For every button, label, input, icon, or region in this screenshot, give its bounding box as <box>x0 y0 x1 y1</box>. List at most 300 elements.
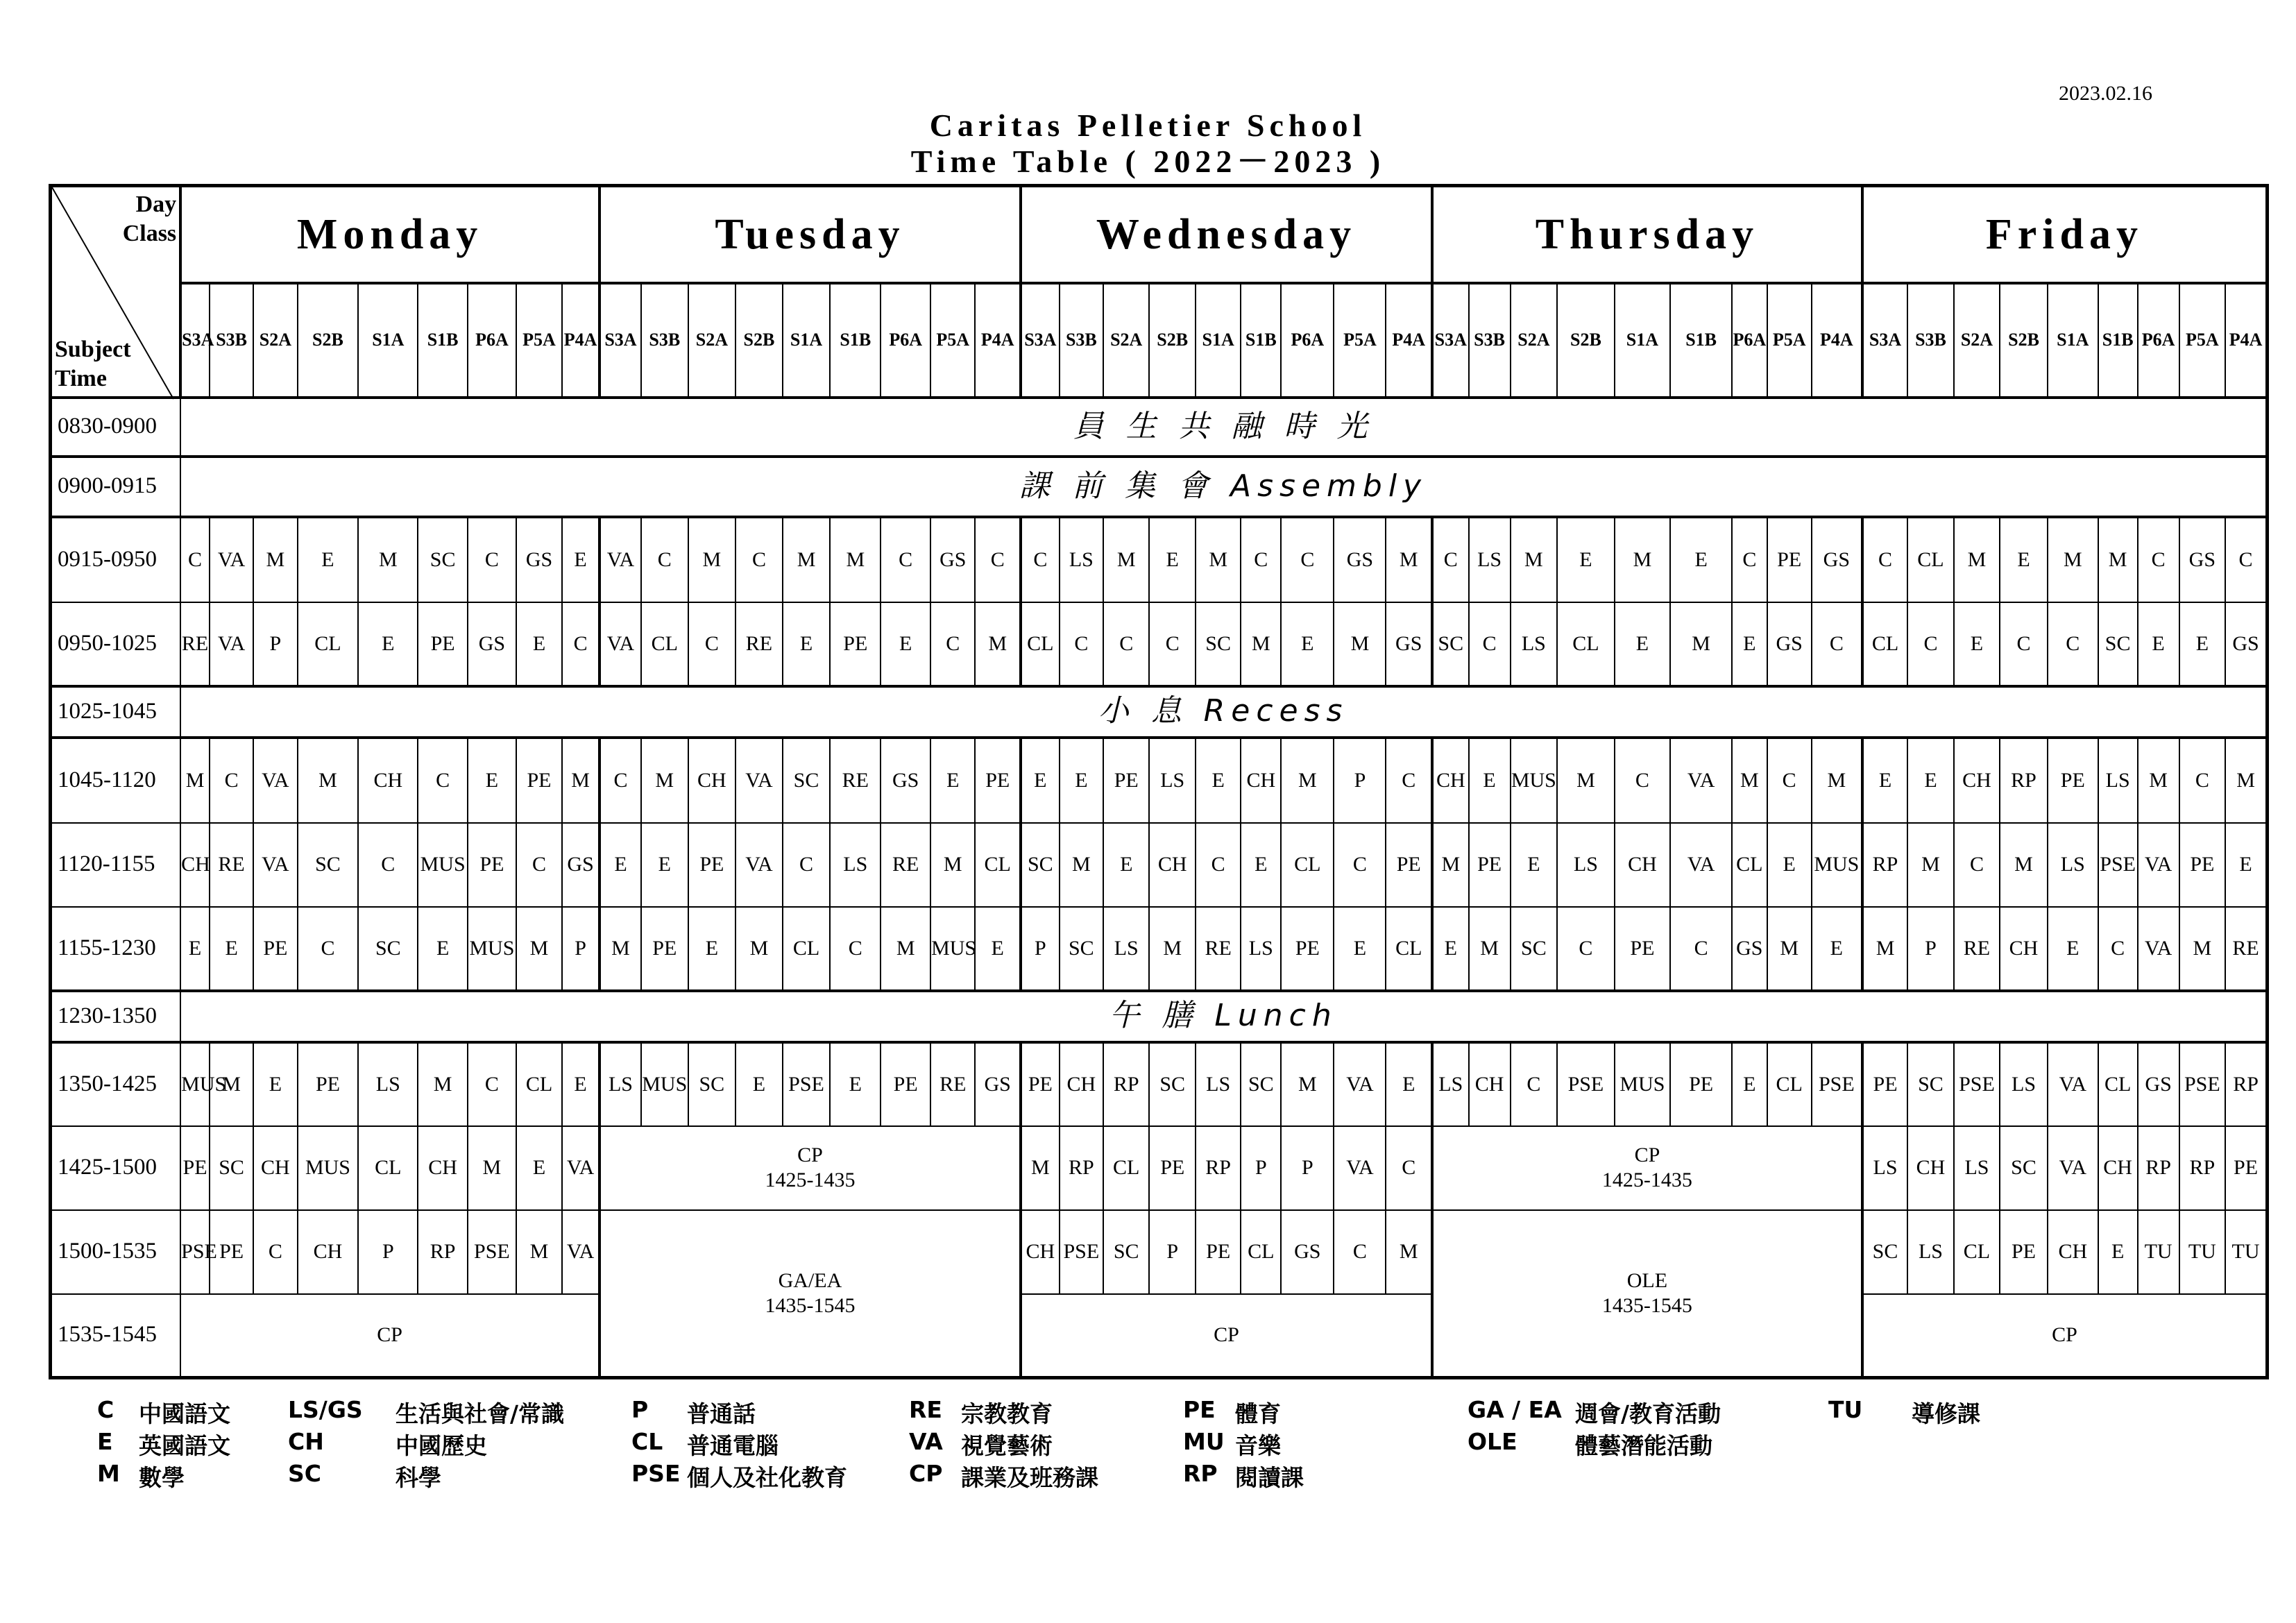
lesson-cell: PE <box>881 1042 930 1126</box>
lesson-cell: P <box>1334 738 1386 823</box>
corner-day-label: Day <box>135 192 177 217</box>
banner-cell: 小 息 Recess <box>180 686 2267 738</box>
lesson-cell: C <box>210 738 253 823</box>
class-header: S3A <box>180 283 210 398</box>
lesson-cell: PE <box>1670 1042 1732 1126</box>
lesson-cell: PE <box>1196 1210 1241 1294</box>
legend-name: 普通電腦 <box>687 1432 779 1459</box>
period-time: 1045-1120 <box>51 738 181 823</box>
class-header: P5A <box>1334 283 1386 398</box>
lesson-cell: LS <box>1060 517 1103 602</box>
lesson-cell: LS <box>358 1042 418 1126</box>
lesson-cell: E <box>468 738 516 823</box>
tuesday-cp-block <box>599 1126 1021 1210</box>
lesson-cell: C <box>881 517 930 602</box>
period-time: 1500-1535 <box>51 1210 181 1294</box>
lesson-cell: P <box>1907 907 1953 991</box>
class-header: P4A <box>2225 283 2267 398</box>
lesson-cell: C <box>975 517 1021 602</box>
class-header: S3A <box>1432 283 1469 398</box>
lesson-cell: C <box>1862 517 1907 602</box>
lesson-cell: M <box>1670 602 1732 686</box>
lesson-cell: C <box>688 602 736 686</box>
thursday-cp-block <box>1432 1126 1862 1210</box>
lesson-cell: C <box>516 823 562 907</box>
lesson-cell: CH <box>1149 823 1195 907</box>
legend-name: 個人及社化教育 <box>687 1464 847 1491</box>
lesson-cell: M <box>1196 517 1241 602</box>
legend-name: 體藝潛能活動 <box>1575 1432 1712 1459</box>
thursday-cp-time: 1425-1435 <box>1601 1169 1692 1191</box>
lesson-cell: VA <box>735 823 783 907</box>
lesson-cell: E <box>1469 738 1511 823</box>
lesson-cell: GS <box>516 517 562 602</box>
lesson-cell: GS <box>881 738 930 823</box>
lesson-cell: E <box>210 907 253 991</box>
class-header: S3A <box>1021 283 1060 398</box>
legend-name: 生活與社會/常識 <box>396 1400 565 1427</box>
class-header: S2A <box>1103 283 1149 398</box>
lesson-cell: M <box>881 907 930 991</box>
lesson-cell: CL <box>1557 602 1615 686</box>
class-header: P6A <box>468 283 516 398</box>
period-time: 1350-1425 <box>51 1042 181 1126</box>
lesson-cell: RP <box>2225 1042 2267 1126</box>
corner-day-class <box>123 190 176 248</box>
lesson-cell: LS <box>2000 1042 2048 1126</box>
lesson-cell: CH <box>688 738 736 823</box>
lesson-cell: M <box>468 1126 516 1210</box>
lesson-cell: M <box>1281 1042 1334 1126</box>
tuesday-cp-time: 1425-1435 <box>765 1169 856 1191</box>
lesson-cell: CL <box>1907 517 1953 602</box>
lesson-cell: CL <box>358 1126 418 1210</box>
lesson-cell: E <box>930 738 975 823</box>
lesson-cell: PE <box>1862 1042 1907 1126</box>
lesson-cell: MUS <box>468 907 516 991</box>
lesson-cell: E <box>253 1042 297 1126</box>
lesson-cell: E <box>418 907 468 991</box>
class-header: S3A <box>599 283 641 398</box>
monday-cp-block: CP <box>180 1294 599 1378</box>
lesson-cell: PSE <box>468 1210 516 1294</box>
lesson-cell: C <box>599 738 641 823</box>
lesson-cell: E <box>1732 602 1767 686</box>
lesson-cell: M <box>783 517 831 602</box>
lesson-cell: RP <box>1060 1126 1103 1210</box>
lesson-cell: M <box>1386 517 1432 602</box>
lesson-cell: TU <box>2179 1210 2225 1294</box>
lesson-cell: C <box>783 823 831 907</box>
lesson-cell: RE <box>735 602 783 686</box>
lesson-cell: M <box>641 738 688 823</box>
lesson-cell: M <box>1149 907 1195 991</box>
lesson-cell: E <box>2138 602 2179 686</box>
lesson-cell: C <box>2225 517 2267 602</box>
lesson-cell: M <box>1615 517 1670 602</box>
lesson-cell: PSE <box>783 1042 831 1126</box>
legend-code: PSE <box>631 1460 681 1487</box>
lesson-cell: GS <box>2225 602 2267 686</box>
corner-class-label: Class <box>122 221 177 246</box>
lesson-cell: E <box>783 602 831 686</box>
lesson-cell: C <box>735 517 783 602</box>
class-header: P5A <box>516 283 562 398</box>
legend-code: PE <box>1183 1396 1216 1423</box>
lesson-cell: CL <box>1954 1210 2000 1294</box>
class-header: P5A <box>930 283 975 398</box>
lesson-cell: VA <box>1670 823 1732 907</box>
legend-code: CL <box>631 1428 663 1455</box>
lesson-cell: C <box>298 907 359 991</box>
lesson-cell: E <box>1862 738 1907 823</box>
lesson-cell: CL <box>1767 1042 1812 1126</box>
lesson-cell: CL <box>1862 602 1907 686</box>
lesson-cell: CH <box>1060 1042 1103 1126</box>
lesson-cell: LS <box>1432 1042 1469 1126</box>
lesson-cell: M <box>180 738 210 823</box>
lesson-cell: GS <box>2138 1042 2179 1126</box>
thursday-ole-label: OLE <box>1626 1268 1668 1292</box>
lesson-cell: C <box>1386 738 1432 823</box>
period-time: 0900-0915 <box>51 457 181 517</box>
class-header: S1A <box>1196 283 1241 398</box>
corner-subject-label: Subject <box>55 336 131 362</box>
lesson-cell: PE <box>1767 517 1812 602</box>
period-time: 0915-0950 <box>51 517 181 602</box>
lesson-cell: GS <box>2179 517 2225 602</box>
legend-code: LS/GS <box>288 1396 363 1423</box>
lesson-cell: MUS <box>1511 738 1558 823</box>
lesson-cell: CH <box>1615 823 1670 907</box>
class-header: S2A <box>1954 283 2000 398</box>
lesson-cell: E <box>688 907 736 991</box>
lesson-cell: MUS <box>1812 823 1862 907</box>
lesson-cell: SC <box>298 823 359 907</box>
legend-name: 音樂 <box>1235 1432 1281 1459</box>
class-header: S2B <box>735 283 783 398</box>
lesson-cell: TU <box>2138 1210 2179 1294</box>
class-header: S1A <box>2048 283 2098 398</box>
lesson-cell: PE <box>1149 1126 1195 1210</box>
lesson-cell: PE <box>298 1042 359 1126</box>
lesson-cell: C <box>1334 823 1386 907</box>
lesson-cell: PE <box>1281 907 1334 991</box>
lesson-cell: LS <box>1954 1126 2000 1210</box>
lesson-cell: RE <box>1954 907 2000 991</box>
lesson-cell: C <box>562 602 599 686</box>
lesson-cell: M <box>1812 738 1862 823</box>
period-row <box>51 602 2268 686</box>
class-header: S1A <box>1615 283 1670 398</box>
period-time: 1425-1500 <box>51 1126 181 1210</box>
lesson-cell: E <box>641 823 688 907</box>
lesson-cell: MUS <box>641 1042 688 1126</box>
lesson-cell: C <box>253 1210 297 1294</box>
lesson-cell: E <box>358 602 418 686</box>
thursday-cp-label: CP <box>1634 1144 1660 1166</box>
lesson-cell: C <box>1767 738 1812 823</box>
lesson-cell: C <box>930 602 975 686</box>
lesson-cell: CH <box>1954 738 2000 823</box>
lesson-cell: M <box>1767 907 1812 991</box>
class-header: P6A <box>1281 283 1334 398</box>
corner-time-label: Time <box>55 365 107 391</box>
lesson-cell: M <box>358 517 418 602</box>
lesson-cell: C <box>641 517 688 602</box>
legend-code: CP <box>909 1460 943 1487</box>
lesson-cell: M <box>1432 823 1469 907</box>
lesson-cell: CL <box>1732 823 1767 907</box>
lesson-cell: C <box>1021 517 1060 602</box>
lesson-cell: M <box>1469 907 1511 991</box>
lesson-cell: LS <box>1511 602 1558 686</box>
lesson-cell: PSE <box>1812 1042 1862 1126</box>
lesson-cell: M <box>2179 907 2225 991</box>
page-title <box>0 108 2296 180</box>
lesson-cell: PSE <box>2179 1042 2225 1126</box>
lesson-cell: M <box>2098 517 2138 602</box>
legend-name: 科學 <box>396 1464 441 1491</box>
class-header: P6A <box>2138 283 2179 398</box>
lesson-cell: CH <box>1907 1126 1953 1210</box>
lesson-cell: RE <box>1196 907 1241 991</box>
class-header: S2B <box>2000 283 2048 398</box>
lesson-cell: M <box>1907 823 1953 907</box>
lesson-cell: C <box>1281 517 1334 602</box>
class-header: S3B <box>641 283 688 398</box>
class-header: S2A <box>1511 283 1558 398</box>
lesson-cell: C <box>1615 738 1670 823</box>
lesson-cell: C <box>358 823 418 907</box>
lesson-cell: GS <box>1386 602 1432 686</box>
lesson-cell: C <box>468 517 516 602</box>
header-corner <box>51 186 181 398</box>
lesson-cell: M <box>2138 738 2179 823</box>
lesson-cell: VA <box>2138 823 2179 907</box>
lesson-cell: MUS <box>930 907 975 991</box>
legend-name: 導修課 <box>1912 1400 1980 1427</box>
lesson-cell: M <box>516 907 562 991</box>
lesson-cell: E <box>2048 907 2098 991</box>
lesson-cell: PE <box>2048 738 2098 823</box>
lesson-cell: C <box>180 517 210 602</box>
lesson-cell: PE <box>418 602 468 686</box>
period-row <box>51 907 2268 991</box>
class-header: P4A <box>1386 283 1432 398</box>
lesson-cell: VA <box>562 1210 599 1294</box>
class-header: S1B <box>830 283 881 398</box>
lesson-cell: M <box>1511 517 1558 602</box>
lesson-cell: M <box>298 738 359 823</box>
lesson-cell: P <box>1149 1210 1195 1294</box>
lesson-cell: CH <box>358 738 418 823</box>
lesson-cell: CL <box>1241 1210 1281 1294</box>
period-time: 1120-1155 <box>51 823 181 907</box>
lesson-cell: M <box>1862 907 1907 991</box>
legend-code: GA / EA <box>1468 1396 1562 1423</box>
lesson-cell: M <box>599 907 641 991</box>
friday-cp-block: CP <box>1862 1294 2268 1378</box>
lesson-cell: LS <box>2098 738 2138 823</box>
corner-subject-time <box>55 335 131 393</box>
lesson-cell: E <box>1615 602 1670 686</box>
lesson-cell: E <box>2179 602 2225 686</box>
lesson-cell: C <box>1060 602 1103 686</box>
lesson-cell: GS <box>1281 1210 1334 1294</box>
lesson-cell: LS <box>1469 517 1511 602</box>
lesson-cell: E <box>1432 907 1469 991</box>
lesson-cell: CL <box>1021 602 1060 686</box>
legend-code: RP <box>1183 1460 1218 1487</box>
lesson-cell: C <box>1812 602 1862 686</box>
lesson-cell: E <box>1670 517 1732 602</box>
lesson-cell: C <box>1907 602 1953 686</box>
lesson-cell: PSE <box>2098 823 2138 907</box>
lesson-cell: GS <box>562 823 599 907</box>
period-row <box>51 398 2268 457</box>
period-row <box>51 686 2268 738</box>
lesson-cell: MUS <box>418 823 468 907</box>
lesson-cell: M <box>562 738 599 823</box>
thursday-ole-time: 1435-1545 <box>1601 1293 1692 1317</box>
day-header-tuesday: Tuesday <box>599 186 1021 283</box>
lesson-cell: M <box>1103 517 1149 602</box>
lesson-cell: E <box>562 1042 599 1126</box>
legend-name: 週會/教育活動 <box>1575 1400 1721 1427</box>
lesson-cell: SC <box>418 517 468 602</box>
lesson-cell: RP <box>1103 1042 1149 1126</box>
lesson-cell: LS <box>1862 1126 1907 1210</box>
lesson-cell: CL <box>1281 823 1334 907</box>
lesson-cell: C <box>1954 823 2000 907</box>
class-header: S1B <box>1670 283 1732 398</box>
lesson-cell: GS <box>975 1042 1021 1126</box>
lesson-cell: SC <box>1432 602 1469 686</box>
lesson-cell: SC <box>1511 907 1558 991</box>
lesson-cell: VA <box>210 517 253 602</box>
lesson-cell: LS <box>1103 907 1149 991</box>
class-header: S2A <box>253 283 297 398</box>
day-header-friday: Friday <box>1862 186 2268 283</box>
lesson-cell: E <box>1511 823 1558 907</box>
lesson-cell: C <box>1469 602 1511 686</box>
lesson-cell: VA <box>735 738 783 823</box>
period-row <box>51 517 2268 602</box>
lesson-cell: VA <box>599 517 641 602</box>
period-row <box>51 991 2268 1042</box>
lesson-cell: CH <box>418 1126 468 1210</box>
lesson-cell: E <box>881 602 930 686</box>
lesson-cell: CH <box>1241 738 1281 823</box>
lesson-cell: M <box>688 517 736 602</box>
lesson-cell: CH <box>2098 1126 2138 1210</box>
period-time: 1230-1350 <box>51 991 181 1042</box>
banner-cell: 課 前 集 會 Assembly <box>180 457 2267 517</box>
lesson-cell: M <box>1732 738 1767 823</box>
lesson-cell: C <box>2098 907 2138 991</box>
lesson-cell: RP <box>2000 738 2048 823</box>
class-header: S1A <box>358 283 418 398</box>
lesson-cell: LS <box>830 823 881 907</box>
lesson-cell: E <box>298 517 359 602</box>
lesson-cell: PE <box>1469 823 1511 907</box>
school-name: Caritas Pelletier School <box>929 108 1367 143</box>
lesson-cell: P <box>358 1210 418 1294</box>
lesson-cell: SC <box>688 1042 736 1126</box>
period-row <box>51 1294 2268 1378</box>
class-header: S2B <box>298 283 359 398</box>
lesson-cell: E <box>1907 738 1953 823</box>
lesson-cell: RP <box>1862 823 1907 907</box>
lesson-cell: LS <box>1557 823 1615 907</box>
lesson-cell: C <box>2179 738 2225 823</box>
class-header: S3A <box>1862 283 1907 398</box>
lesson-cell: RP <box>418 1210 468 1294</box>
legend-code: P <box>631 1396 649 1423</box>
lesson-cell: CH <box>2048 1210 2098 1294</box>
class-header: P4A <box>975 283 1021 398</box>
legend-name: 英國語文 <box>139 1432 230 1459</box>
class-header: S2B <box>1149 283 1195 398</box>
lesson-cell: CH <box>1021 1210 1060 1294</box>
lesson-cell: M <box>418 1042 468 1126</box>
lesson-cell: E <box>2098 1210 2138 1294</box>
lesson-cell: MUS <box>1615 1042 1670 1126</box>
lesson-cell: PE <box>253 907 297 991</box>
class-header: S3B <box>1907 283 1953 398</box>
legend-code: CH <box>288 1428 324 1455</box>
lesson-cell: E <box>562 517 599 602</box>
legend-code: TU <box>1828 1396 1863 1423</box>
lesson-cell: GS <box>930 517 975 602</box>
lesson-cell: VA <box>1334 1042 1386 1126</box>
lesson-cell: PE <box>1386 823 1432 907</box>
lesson-cell: E <box>1149 517 1195 602</box>
period-time: 0830-0900 <box>51 398 181 457</box>
lesson-cell: PE <box>180 1126 210 1210</box>
legend-name: 宗教教育 <box>961 1400 1053 1427</box>
lesson-cell: C <box>1670 907 1732 991</box>
lesson-cell: M <box>1281 738 1334 823</box>
lesson-cell: GS <box>1732 907 1767 991</box>
lesson-cell: M <box>975 602 1021 686</box>
class-header: P6A <box>1732 283 1767 398</box>
lesson-cell: CL <box>516 1042 562 1126</box>
lesson-cell: SC <box>1241 1042 1281 1126</box>
lesson-cell: C <box>2138 517 2179 602</box>
lesson-cell: RP <box>2138 1126 2179 1210</box>
lesson-cell: LS <box>1907 1210 1953 1294</box>
lesson-cell: VA <box>2048 1042 2098 1126</box>
lesson-cell: P <box>1021 907 1060 991</box>
lesson-cell: CL <box>783 907 831 991</box>
day-header-wednesday: Wednesday <box>1021 186 1432 283</box>
lesson-cell: E <box>1767 823 1812 907</box>
banner-cell: 員 生 共 融 時 光 <box>180 398 2267 457</box>
lesson-cell: RE <box>881 823 930 907</box>
lesson-cell: M <box>210 1042 253 1126</box>
timetable-title: Time Table ( 2022－2023 ) <box>910 144 1386 179</box>
lesson-cell: P <box>1281 1126 1334 1210</box>
lesson-cell: C <box>2048 602 2098 686</box>
lesson-cell: PE <box>516 738 562 823</box>
period-row <box>51 1210 2268 1294</box>
legend-name: 體育 <box>1235 1400 1281 1427</box>
period-row <box>51 823 2268 907</box>
lesson-cell: E <box>830 1042 881 1126</box>
lesson-cell: CH <box>180 823 210 907</box>
